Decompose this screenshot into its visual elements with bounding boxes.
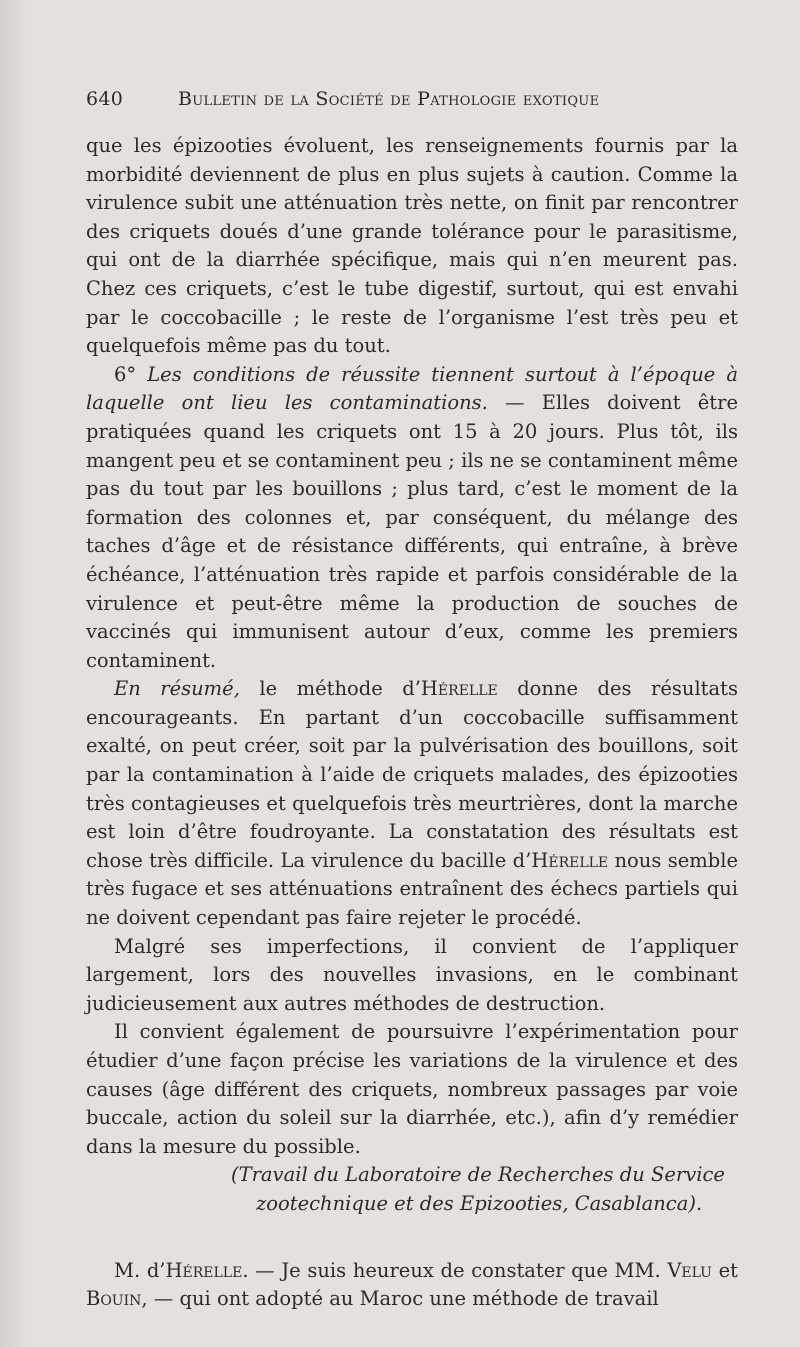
paragraph-6-text-b: . — Je suis heureux de constater que MM. [242,1258,668,1282]
page-gutter-shadow [0,0,28,1347]
running-header [86,88,732,116]
author-name: Hérelle [420,677,498,701]
paragraph-6-text-d: , — qui ont adopté au Maroc une méthode de travail [141,1287,659,1311]
item-number: 6° [114,362,137,386]
person-name: Velu [667,1258,712,1282]
paragraph-2-text: — Elles doivent être pratiquées quand les criquets ont 15 à 20 jours. Plus tôt, ils mangent peu et se contaminent peu ; ils ne se contaminent même pas du tout par les bouillons ; plus tard, c’est le moment de la formation des colonnes et, par conséquent, du mélange des taches d’âge et de résistance différents, qui entraîne, à brève échéance, l’atténuation très rapide et parfois considérable de la virulence et peut-être même la production de souches de vaccinés qui immunisent autour d’eux, comme les premiers contaminent. [86,391,738,672]
author-name: Hérelle [531,848,609,872]
body-text [86,132,738,1314]
paragraph-3-text-b: donne des résultats encourageants. En partant d’un coccobacille suffisamment exalté, on peut créer, soit par la pulvérisation des bouillons, soit par la contamination à l’aide de criquets malades, des épizooties très contagieuses et quelquefois très meurtrières, dont la marche est loin d’être foudroyante. La constatation des résultats est chose très difficile. La virulence du bacille d’ [86,677,738,872]
paragraph-2 [86,361,738,676]
person-name: Bouin [86,1287,142,1311]
paragraph-1: que les épizooties évoluent, les renseignements fournis par la morbidité deviennent de plus en plus sujets à caution. Comme la virulence subit une atténuation très nette, on finit par rencontrer des criquets doués d’une grande tolérance pour le parasitisme, qui ont de la diarrhée spécifique, mais qui n’en meurent pas. Chez ces criquets, c’est le tube digestif, surtout, qui est envahi par le coccobacille ; le reste de l’organisme l’est très peu et quelquefois même pas du tout. [86,134,738,358]
paragraph-6-text-c: et [711,1258,739,1282]
paragraph-4: Malgré ses imperfections, il convient de l’appliquer largement, lors des nouvelles invasions, en le combinant judicieusement aux autres méthodes de destruction. [86,934,738,1015]
paragraph-5: Il convient également de poursuivre l’expérimentation pour étudier d’une façon précise les variations de la virulence et des causes (âge différent des criquets, nombreux passages par voie buccale, action du soleil sur la diarrhée, etc.), afin d’y remédier dans la mesure du possible. [86,1020,738,1158]
credit-line-1: (Travail du Laboratoire de Recherches du Service [231,1163,725,1187]
credit-line-2: zootechnique et des Epizooties, Casablanca). [256,1191,703,1215]
running-title: Bulletin de la Société de Pathologie exotique [178,88,600,110]
item-heading: Les conditions de réussite tiennent surtout à l’époque à laquelle ont lieu les contaminations. [86,362,738,415]
paragraph-3 [86,675,738,932]
paragraph-6 [86,1257,738,1314]
page-number: 640 [86,88,124,110]
paragraph-6-text-a: M. d’ [114,1258,166,1282]
summary-lead: En résumé, [114,677,240,701]
paragraph-3-text-c: nous semble très fugace et ses atténuations entraînent des échecs partiels qui ne doivent cependant pas faire rejeter le procédé. [86,848,739,930]
paragraph-3-text-a: le méthode d’ [239,677,421,701]
speaker-name: Hérelle [165,1258,243,1282]
section-gap [86,1219,738,1257]
